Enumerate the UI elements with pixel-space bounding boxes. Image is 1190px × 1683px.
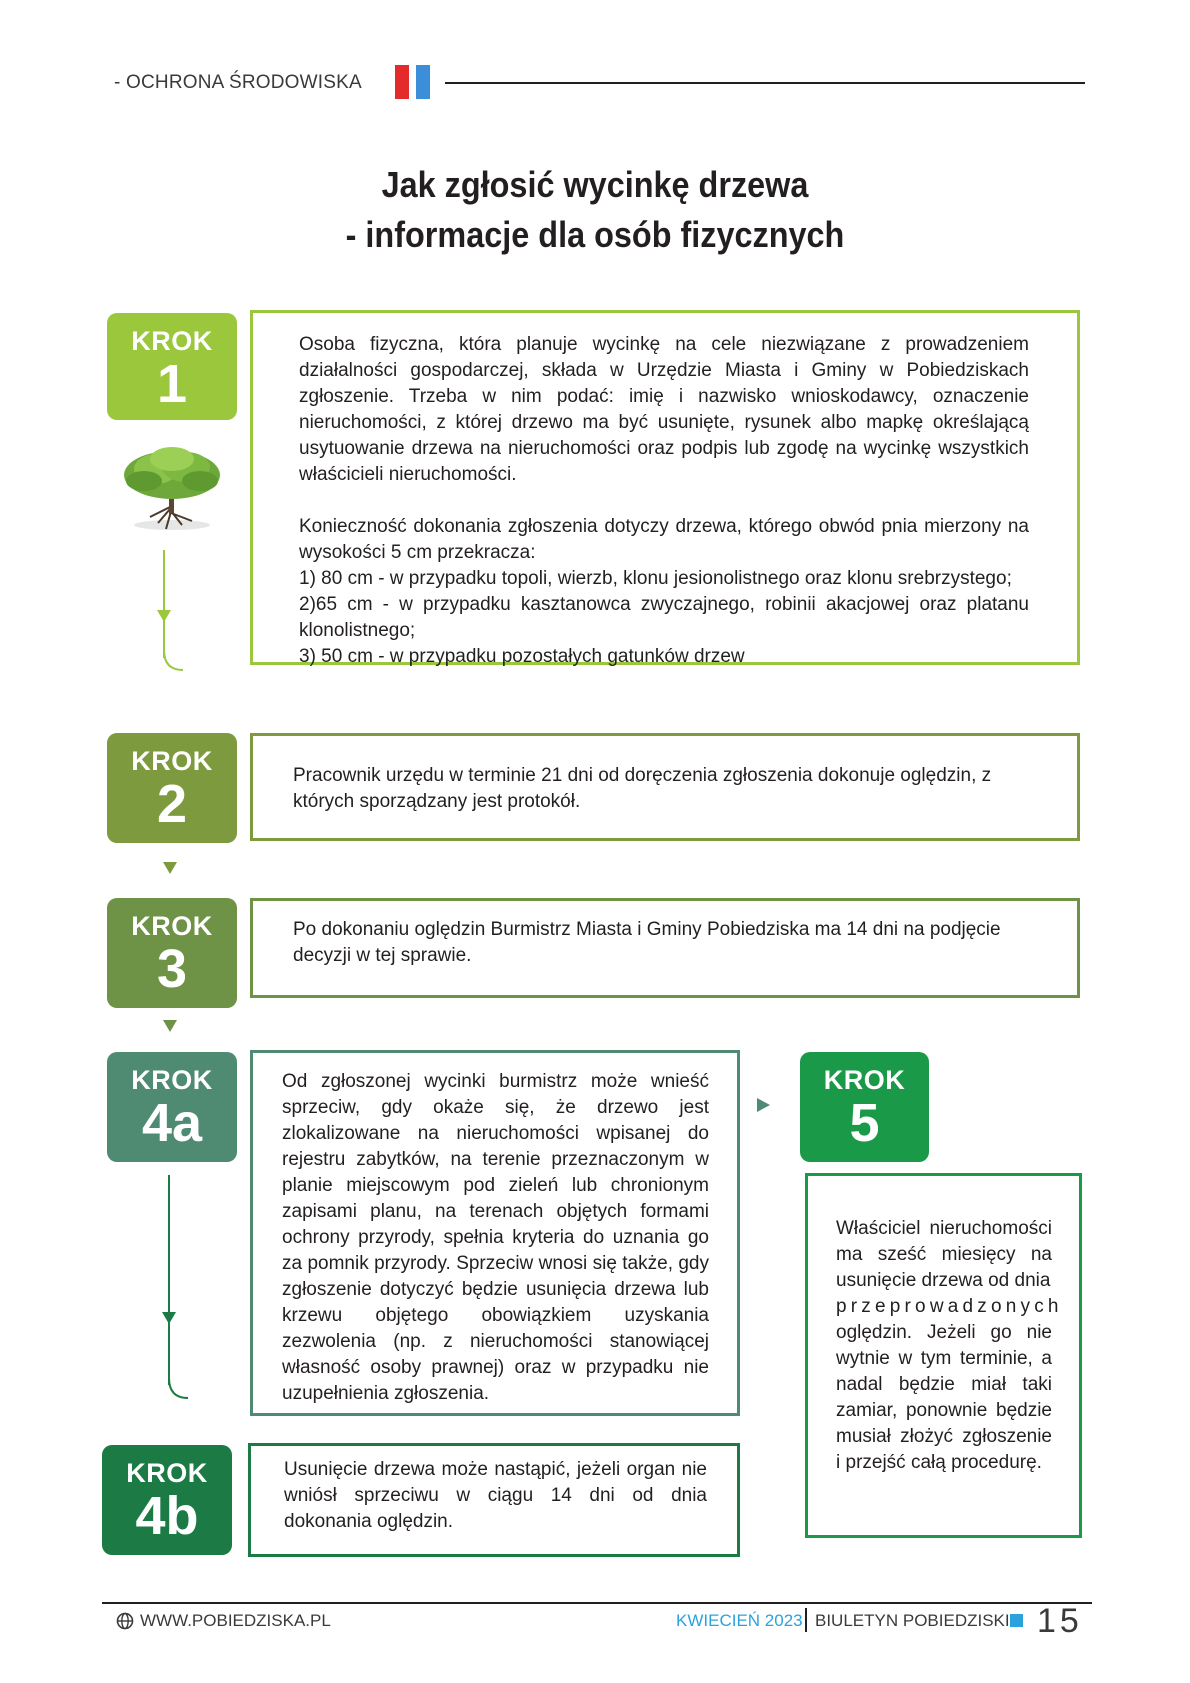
website-link[interactable]: WWW.POBIEDZISKA.PL xyxy=(140,1611,331,1630)
step-4a-arrow-icon xyxy=(162,1312,176,1324)
bulletin-name: BIULETYN POBIEDZISKI xyxy=(815,1611,1010,1630)
step-4a-label: KROK xyxy=(131,1065,213,1095)
issue-date: KWIECIEŃ 2023 xyxy=(676,1611,803,1630)
page-title xyxy=(60,160,1131,260)
header-rule xyxy=(445,82,1085,84)
step-4a-box xyxy=(250,1050,740,1416)
step-5-number: 5 xyxy=(849,1093,880,1153)
step-3-label: KROK xyxy=(131,911,213,941)
flag-blue-bar xyxy=(416,65,430,99)
step-1-box xyxy=(250,310,1080,665)
title-line-1: Jak zgłosić wycinkę drzewa xyxy=(381,164,809,205)
step-4b-label: KROK xyxy=(126,1458,208,1488)
tree-icon xyxy=(120,443,224,535)
step-4a-text: Od zgłoszonej wycinki burmistrz może wnieść sprzeciw, gdy okaże się, że drzewo jest zlokalizowane na nieruchomości wpisanej do rejestru zabytków, na terenie przeznaczonym w planie miejscowym pod zieleń lub chronionym zapisami planu, na terenach objętych formami ochrony przyrody, spełnia kryteria do uznania go za pomnik przyrody. Sprzeciw wnosi się także, gdy zgłoszenie dotyczyć będzie usunięcia drzewa lub krzewu objętego obowiązkiem uzyskania zezwolenia (np. z nieruchomości stanowiącej własność osoby prawnej) oraz w przypadku nie uzupełnienia zgłoszenia. xyxy=(282,1071,709,1404)
step-1-label: KROK xyxy=(131,326,213,356)
step-3-number: 3 xyxy=(156,939,188,999)
step-1-connector-curve xyxy=(163,650,185,672)
step-4a-connector-curve xyxy=(168,1378,190,1400)
step-1-arrow-icon xyxy=(157,610,171,622)
step-4b-box xyxy=(248,1443,740,1557)
step-5-box xyxy=(805,1173,1082,1538)
step-4b-text: Usunięcie drzewa może nastąpić, jeżeli organ nie wniósł sprzeciwu w ciągu 14 dni od dnia dokonania oględzin. xyxy=(284,1459,707,1532)
step-5-text-a: Właściciel nieruchomości ma sześć miesięcy na usunięcie drzewa od dnia xyxy=(836,1218,1052,1291)
step-2-arrow-icon xyxy=(163,862,177,874)
step-1-connector xyxy=(163,550,165,658)
step-5-badge xyxy=(800,1052,929,1162)
step-1-paragraph: Osoba fizyczna, która planuje wycinkę na cele niezwiązane z prowadzeniem działalności gospodarczej, składa w Urzędzie Miasta i Gminy w Pobiedziskach zgłoszenie. Trzeba w nim podać: imię i nazwisko wnioskodawcy, oznaczenie nieruchomości, z której drzewo ma być usunięte, rysunek albo mapkę określającą usytuowanie drzewa na nieruchomości oraz podpis lub zgodę na wycinkę wszystkich właścicieli nieruchomości. xyxy=(299,334,1029,485)
step-1-badge xyxy=(107,313,237,420)
page-number: 15 xyxy=(1037,1602,1083,1640)
step-4a-number: 4a xyxy=(141,1093,203,1153)
step-5-label: KROK xyxy=(823,1065,906,1095)
step-3-badge xyxy=(107,898,237,1008)
step-2-label: KROK xyxy=(131,746,213,776)
step-1-criteria-item-2: 2)65 cm - w przypadku kasztanowca zwyczajnego, robinii akacjowej oraz platanu klonolistnego; xyxy=(299,594,1029,641)
footer-rule xyxy=(102,1602,1092,1604)
step-1-number: 1 xyxy=(156,354,188,414)
globe-icon xyxy=(115,1611,135,1631)
step-5-text-spaced: przeprowadzonych xyxy=(836,1296,1063,1317)
step-2-number: 2 xyxy=(156,774,188,834)
flag-red-bar xyxy=(395,65,409,99)
step-1-criteria-intro: Konieczność dokonania zgłoszenia dotyczy drzewa, którego obwód pnia mierzony na wysokości 5 cm przekracza: xyxy=(299,516,1029,563)
step-2-badge xyxy=(107,733,237,843)
step-3-text: Po dokonaniu oględzin Burmistrz Miasta i Gminy Pobiedziska ma 14 dni na podjęcie decyzji w tej sprawie. xyxy=(293,919,1001,966)
step-2-box xyxy=(250,733,1080,841)
accent-square xyxy=(1010,1614,1023,1627)
footer-separator xyxy=(805,1608,807,1632)
step-4b-badge xyxy=(102,1445,232,1555)
step-3-box xyxy=(250,898,1080,998)
step-1-criteria-item-1: 1) 80 cm - w przypadku topoli, wierzb, klonu jesionolistnego oraz klonu srebrzystego; xyxy=(299,568,1012,589)
step-2-text: Pracownik urzędu w terminie 21 dni od doręczenia zgłoszenia dokonuje oględzin, z których sporządzany jest protokół. xyxy=(293,765,992,812)
section-title: - OCHRONA ŚRODOWISKA xyxy=(114,72,362,93)
step-3-arrow-icon xyxy=(163,1020,177,1032)
step-4b-number: 4b xyxy=(135,1486,199,1546)
step-4a-badge xyxy=(107,1052,237,1162)
step-4a-connector xyxy=(168,1175,170,1385)
step-1-criteria-item-3: 3) 50 cm - w przypadku pozostałych gatunków drzew xyxy=(299,646,745,667)
step-5-text-b: oględzin. Jeżeli go nie wytnie w tym terminie, a nadal będzie miał taki zamiar, ponownie będzie musiał złożyć zgłoszenie i przejść całą procedurę. xyxy=(836,1322,1052,1473)
title-line-2: - informacje dla osób fizycznych xyxy=(345,214,845,255)
step-4a-to-5-arrow-icon xyxy=(757,1098,770,1112)
